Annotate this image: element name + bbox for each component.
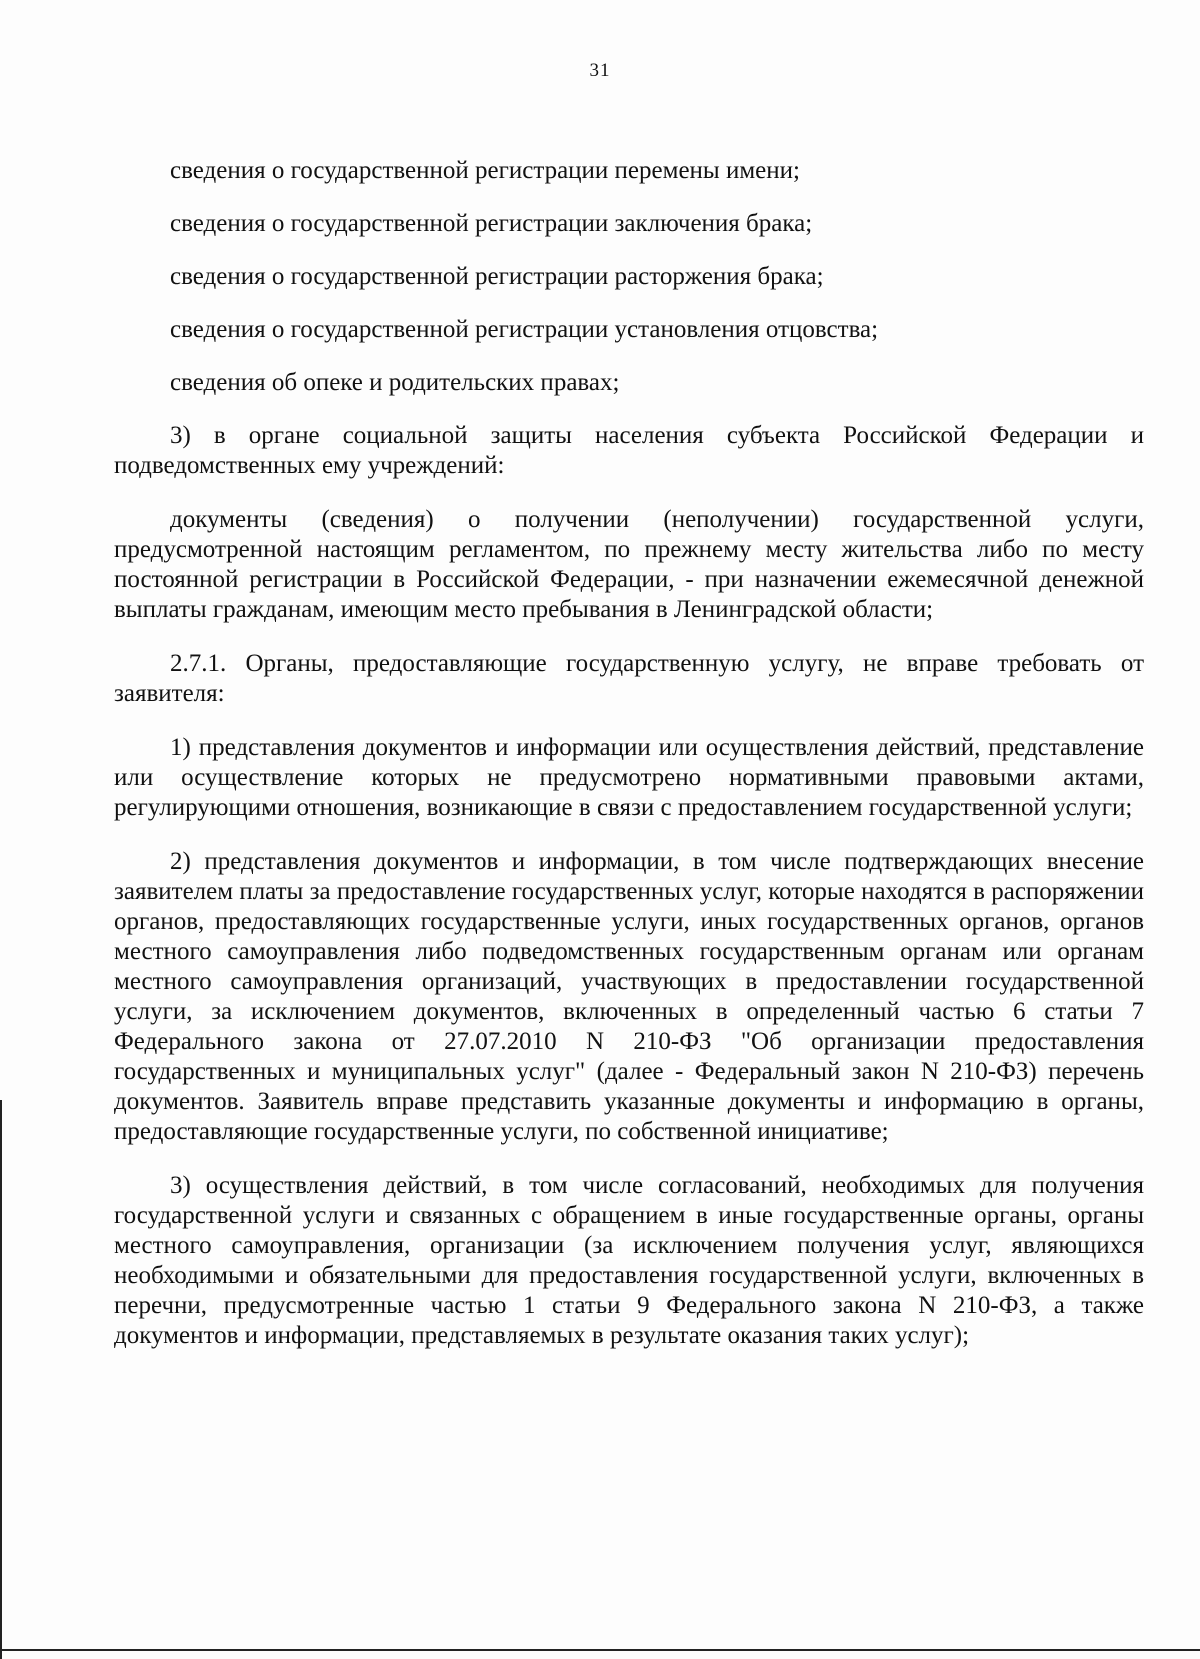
paragraph-item-2: 2) представления документов и информации, в том числе подтверждающих внесение заявителем платы за предоставление государственных услуг, которые находятся в распоряжении органов, предоставляющих государственные услуги, иных государственных органов, органов местного самоуправления либо подведомственных государственным органам или органам местного самоуправления организаций, участвующих в предоставлении государственной услуги, за исключением документов, включенных в определенный частью 6 статьи 7 Федерального закона от 27.07.2010 N 210-ФЗ "Об организации предоставления государственных и муниципальных услуг" (далее - Федеральный закон N 210-ФЗ) перечень документов. Заявитель вправе представить указанные документы и информацию в органы, предоставляющие государственные услуги, по собственной инициативе;	[114, 848, 1144, 1145]
paragraph-name-change: сведения о государственной регистрации перемены имени;	[170, 157, 800, 184]
paragraph-marriage: сведения о государственной регистрации заключения брака;	[170, 210, 813, 237]
paragraph-item-1: 1) представления документов и информации или осуществления действий, представление или осуществление которых не предусмотрено нормативными правовыми актами, регулирующими отношения, возникающие в связи с предоставлением государственной услуги;	[114, 734, 1144, 821]
paragraph-social-protection: 3) в органе социальной защиты населения субъекта Российской Федерации и подведомственных ему учреждений:	[114, 422, 1144, 479]
paragraph-guardianship: сведения об опеке и родительских правах;	[170, 369, 620, 396]
paragraph-divorce: сведения о государственной регистрации расторжения брака;	[170, 263, 824, 290]
paragraph-documents-info: документы (сведения) о получении (неполучении) государственной услуги, предусмотренной настоящим регламентом, по прежнему месту жительства либо по месту постоянной регистрации в Российской Федерации, - при назначении ежемесячной денежной выплаты гражданам, имеющим место пребывания в Ленинградской области;	[114, 506, 1144, 623]
scan-left-edge	[0, 1100, 2, 1659]
document-body	[114, 156, 1144, 1375]
paragraph-2-7-1: 2.7.1. Органы, предоставляющие государственную услугу, не вправе требовать от заявителя:	[114, 650, 1144, 707]
paragraph-item-3: 3) осуществления действий, в том числе согласований, необходимых для получения государственной услуги и связанных с обращением в иные государственные органы, органы местного самоуправления, организации (за исключением получения услуг, являющихся необходимыми и обязательными для предоставления государственной услуги, включенных в перечни, предусмотренные частью 1 статьи 9 Федерального закона N 210-ФЗ, а также документов и информации, представляемых в результате оказания таких услуг);	[114, 1172, 1144, 1349]
scan-bottom-edge	[0, 1649, 1200, 1651]
page-number: 31	[589, 60, 611, 81]
paragraph-paternity: сведения о государственной регистрации установления отцовства;	[170, 316, 879, 343]
